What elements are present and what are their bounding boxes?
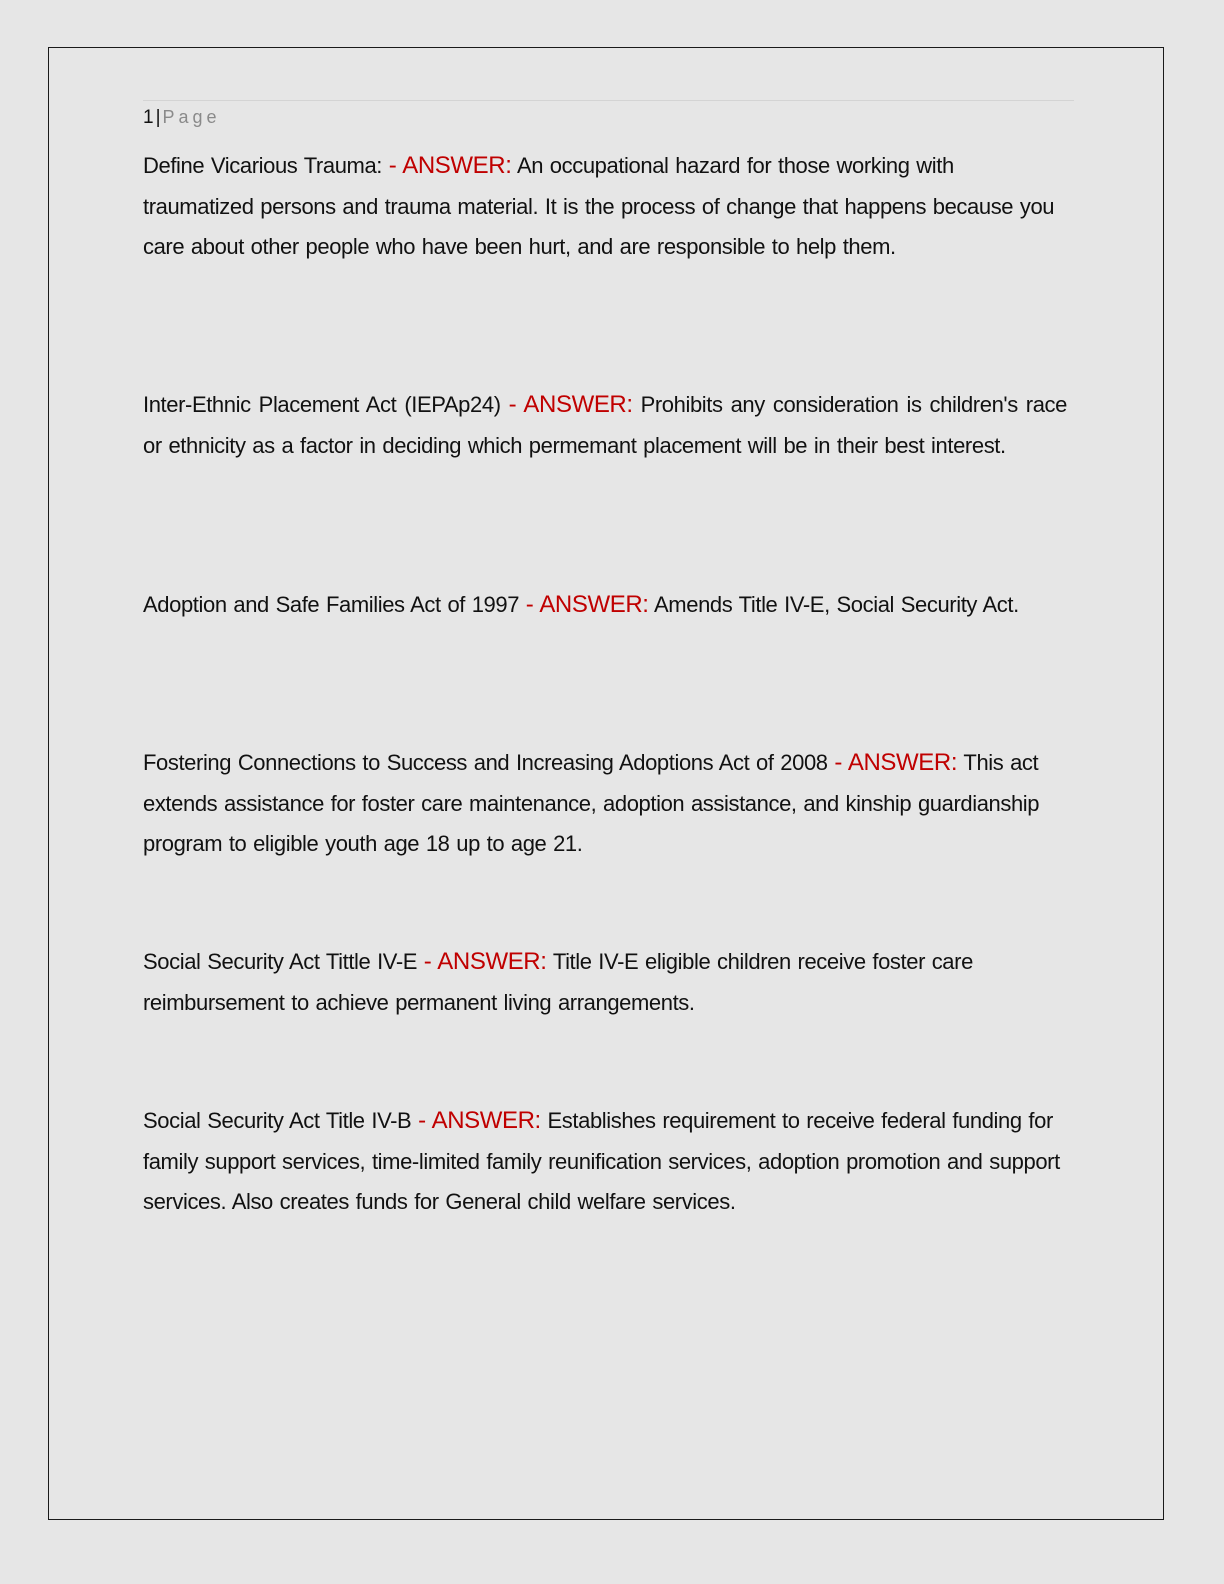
question-text: Fostering Connections to Success and Increasing Adoptions Act of 2008 [143, 750, 828, 775]
page-label: Page [162, 107, 221, 127]
answer-text: Title IV-E eligible children receive foster care reimbursement to achieve permanent living arrangements. [143, 949, 973, 1015]
qa-item-inter-ethnic-placement-act [143, 385, 1067, 466]
answer-label: - ANSWER: [423, 948, 547, 975]
question-text: Inter-Ethnic Placement Act (IEPAp24) [143, 392, 501, 417]
answer-text: An occupational hazard for those working with traumatized persons and trauma material. It is the process of change that happens because you care about other people who have been hurt, and are responsible to help them. [143, 153, 1055, 259]
answer-text: Establishes requirement to receive federal funding for family support services, time-limited family reunification services, adoption promotion and support services. Also creates funds for General child welfare services. [143, 1108, 1060, 1214]
header-divider [143, 100, 1074, 101]
answer-text: This act extends assistance for foster care maintenance, adoption assistance, and kinship guardianship program to eligible youth age 18 up to age 21. [143, 750, 1040, 856]
qa-item-title-iv-b [143, 1101, 1067, 1223]
qa-item-adoption-safe-families-act [143, 585, 1067, 626]
answer-label: - ANSWER: [508, 391, 633, 418]
qa-item-fostering-connections-act [143, 743, 1067, 865]
page-header [143, 105, 221, 130]
answer-text: Amends Title IV-E, Social Security Act. [654, 592, 1019, 617]
question-text: Define Vicarious Trauma: [143, 153, 382, 178]
answer-label: - ANSWER: [834, 749, 958, 776]
answer-label: - ANSWER: [418, 1107, 541, 1134]
page-number: 1 [143, 107, 154, 128]
qa-item-vicarious-trauma [143, 146, 1067, 268]
answer-label: - ANSWER: [525, 591, 649, 618]
question-text: Social Security Act Tittle IV-E [143, 949, 418, 974]
answer-text: Prohibits any consideration is children's race or ethnicity as a factor in deciding which permemant placement will be in their best interest. [143, 392, 1067, 458]
answer-label: - ANSWER: [388, 152, 512, 179]
question-text: Social Security Act Title IV-B [143, 1108, 412, 1133]
page-separator: | [155, 107, 161, 128]
qa-item-title-iv-e [143, 942, 1067, 1023]
question-text: Adoption and Safe Families Act of 1997 [143, 592, 520, 617]
